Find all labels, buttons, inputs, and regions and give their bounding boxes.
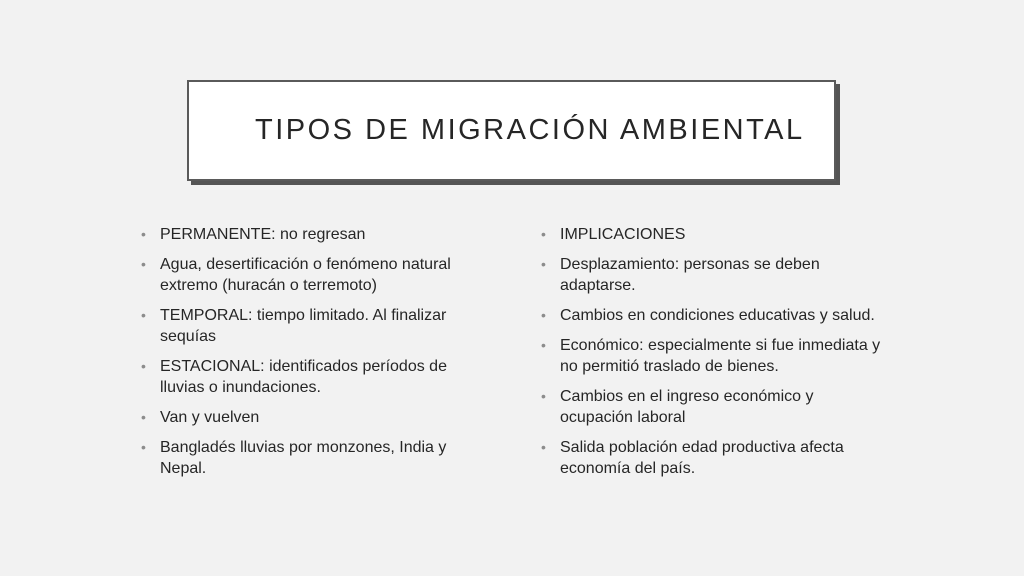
list-item: • Agua, desertificación o fenómeno natural extremo (huracán o terremoto) bbox=[141, 256, 451, 294]
bullet-icon: • bbox=[141, 226, 146, 242]
list-item: • TEMPORAL: tiempo limitado. Al finalizar sequías bbox=[141, 307, 447, 345]
list-item: • Salida población edad productiva afecta economía del país. bbox=[541, 439, 844, 477]
list-item: • Económico: especialmente si fue inmediata y no permitió traslado de bienes. bbox=[541, 337, 881, 375]
list-item: • Cambios en condiciones educativas y salud. bbox=[541, 307, 875, 324]
bullet-icon: • bbox=[541, 337, 546, 353]
bullet-icon: • bbox=[141, 256, 146, 272]
list-item: • Cambios en el ingreso económico y ocupación laboral bbox=[541, 388, 814, 426]
list-item: • ESTACIONAL: identificados períodos de lluvias o inundaciones. bbox=[141, 358, 447, 396]
left-bullet-list bbox=[141, 224, 471, 488]
list-item: • Bangladés lluvias por monzones, India y Nepal. bbox=[141, 439, 447, 477]
bullet-icon: • bbox=[541, 226, 546, 242]
bullet-icon: • bbox=[541, 307, 546, 323]
title-box bbox=[187, 80, 836, 181]
bullet-icon: • bbox=[541, 439, 546, 455]
bullet-icon: • bbox=[141, 358, 146, 374]
list-item: • Van y vuelven bbox=[141, 409, 260, 426]
bullet-icon: • bbox=[141, 307, 146, 323]
list-item: • PERMANENTE: no regresan bbox=[141, 226, 366, 243]
bullet-icon: • bbox=[541, 256, 546, 272]
list-item: • Desplazamiento: personas se deben adaptarse. bbox=[541, 256, 820, 294]
slide-title: TIPOS DE MIGRACIÓN AMBIENTAL bbox=[255, 114, 805, 146]
bullet-icon: • bbox=[541, 388, 546, 404]
list-item: • IMPLICACIONES bbox=[541, 226, 686, 243]
bullet-icon: • bbox=[141, 409, 146, 425]
bullet-icon: • bbox=[141, 439, 146, 455]
right-bullet-list bbox=[541, 224, 886, 488]
